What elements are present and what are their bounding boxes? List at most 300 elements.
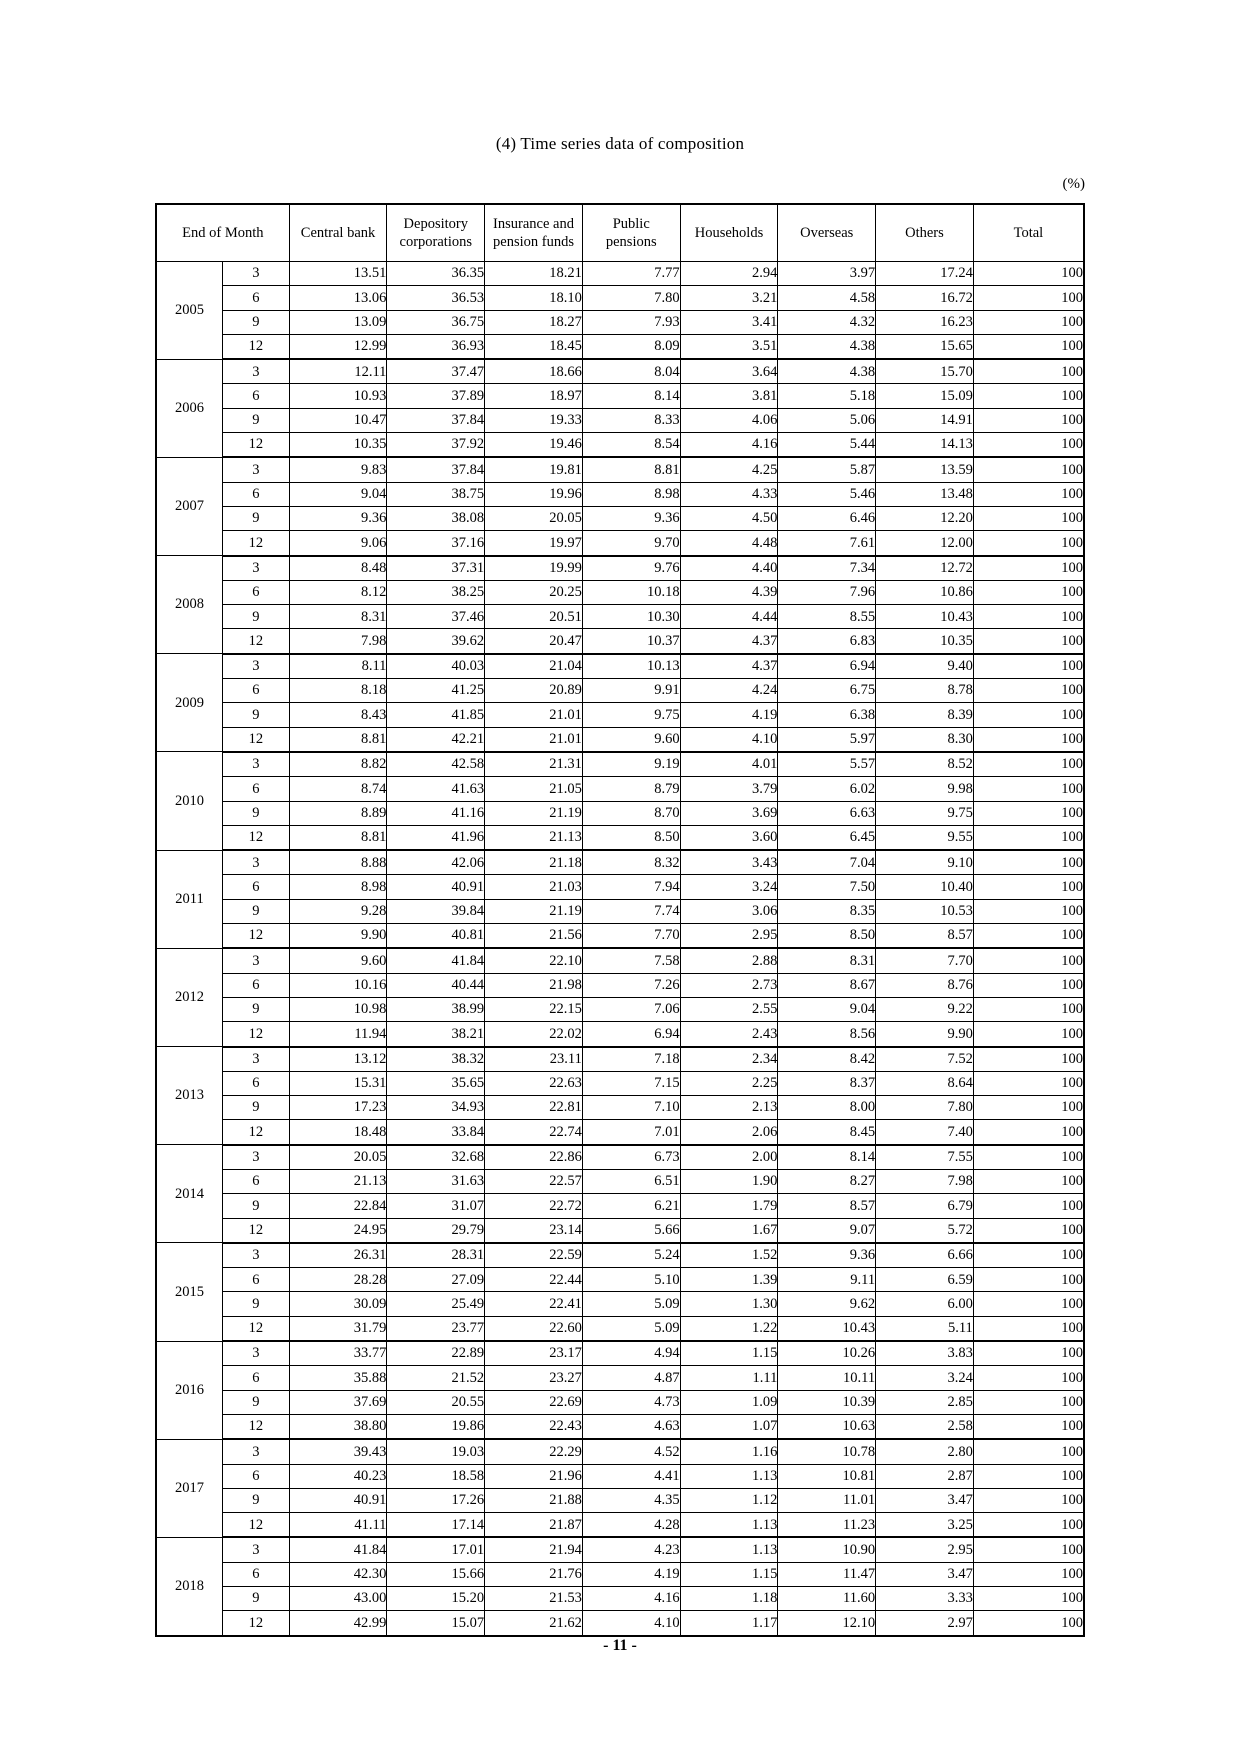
cell-central_bank: 10.16 bbox=[289, 973, 387, 997]
cell-depository_corporations: 40.81 bbox=[387, 924, 485, 949]
cell-public_pensions: 7.77 bbox=[582, 262, 680, 286]
cell-total: 100 bbox=[973, 948, 1084, 973]
table-row bbox=[156, 1390, 1084, 1414]
cell-others: 9.90 bbox=[876, 1022, 974, 1047]
cell-households: 1.67 bbox=[680, 1218, 778, 1243]
cell-total: 100 bbox=[973, 973, 1084, 997]
cell-depository_corporations: 37.31 bbox=[387, 556, 485, 581]
row-year: 2015 bbox=[156, 1243, 223, 1341]
cell-overseas: 10.63 bbox=[778, 1414, 876, 1439]
cell-households: 3.41 bbox=[680, 310, 778, 334]
cell-insurance_pension_funds: 22.44 bbox=[485, 1268, 583, 1292]
cell-overseas: 11.47 bbox=[778, 1562, 876, 1586]
row-month: 12 bbox=[223, 1022, 290, 1047]
cell-public_pensions: 7.74 bbox=[582, 899, 680, 923]
cell-overseas: 9.62 bbox=[778, 1292, 876, 1316]
cell-public_pensions: 6.94 bbox=[582, 1022, 680, 1047]
cell-households: 4.44 bbox=[680, 605, 778, 629]
table-row bbox=[156, 703, 1084, 727]
row-month: 9 bbox=[223, 506, 290, 530]
row-month: 6 bbox=[223, 286, 290, 310]
cell-others: 6.00 bbox=[876, 1292, 974, 1316]
cell-public_pensions: 7.01 bbox=[582, 1120, 680, 1145]
table-row bbox=[156, 433, 1084, 458]
cell-households: 1.39 bbox=[680, 1268, 778, 1292]
cell-households: 3.60 bbox=[680, 825, 778, 850]
cell-depository_corporations: 36.53 bbox=[387, 286, 485, 310]
table-row bbox=[156, 384, 1084, 408]
cell-public_pensions: 7.70 bbox=[582, 924, 680, 949]
cell-central_bank: 24.95 bbox=[289, 1218, 387, 1243]
table-row bbox=[156, 556, 1084, 581]
cell-households: 3.69 bbox=[680, 801, 778, 825]
cell-depository_corporations: 40.44 bbox=[387, 973, 485, 997]
cell-central_bank: 33.77 bbox=[289, 1341, 387, 1366]
table-row bbox=[156, 334, 1084, 359]
cell-public_pensions: 4.63 bbox=[582, 1414, 680, 1439]
row-month: 3 bbox=[223, 556, 290, 581]
cell-total: 100 bbox=[973, 654, 1084, 679]
cell-insurance_pension_funds: 21.62 bbox=[485, 1611, 583, 1636]
cell-others: 13.59 bbox=[876, 457, 974, 482]
cell-others: 12.00 bbox=[876, 531, 974, 556]
cell-central_bank: 9.04 bbox=[289, 482, 387, 506]
cell-depository_corporations: 37.84 bbox=[387, 408, 485, 432]
table-row bbox=[156, 899, 1084, 923]
cell-overseas: 10.11 bbox=[778, 1366, 876, 1390]
cell-total: 100 bbox=[973, 1218, 1084, 1243]
cell-depository_corporations: 39.62 bbox=[387, 629, 485, 654]
cell-central_bank: 26.31 bbox=[289, 1243, 387, 1268]
cell-total: 100 bbox=[973, 1022, 1084, 1047]
cell-overseas: 8.67 bbox=[778, 973, 876, 997]
cell-depository_corporations: 36.35 bbox=[387, 262, 485, 286]
unit-label: (%) bbox=[1062, 176, 1085, 192]
cell-insurance_pension_funds: 21.98 bbox=[485, 973, 583, 997]
cell-public_pensions: 7.18 bbox=[582, 1047, 680, 1072]
cell-public_pensions: 9.70 bbox=[582, 531, 680, 556]
cell-overseas: 11.60 bbox=[778, 1587, 876, 1611]
cell-insurance_pension_funds: 22.72 bbox=[485, 1194, 583, 1218]
cell-others: 16.72 bbox=[876, 286, 974, 310]
cell-insurance_pension_funds: 18.97 bbox=[485, 384, 583, 408]
cell-total: 100 bbox=[973, 262, 1084, 286]
cell-overseas: 12.10 bbox=[778, 1611, 876, 1636]
row-month: 12 bbox=[223, 334, 290, 359]
row-year: 2017 bbox=[156, 1439, 223, 1537]
cell-depository_corporations: 19.86 bbox=[387, 1414, 485, 1439]
cell-central_bank: 9.36 bbox=[289, 506, 387, 530]
cell-households: 2.25 bbox=[680, 1071, 778, 1095]
cell-total: 100 bbox=[973, 825, 1084, 850]
cell-others: 3.33 bbox=[876, 1587, 974, 1611]
cell-depository_corporations: 38.21 bbox=[387, 1022, 485, 1047]
cell-overseas: 7.34 bbox=[778, 556, 876, 581]
cell-depository_corporations: 17.26 bbox=[387, 1488, 485, 1512]
cell-total: 100 bbox=[973, 1537, 1084, 1562]
cell-total: 100 bbox=[973, 1562, 1084, 1586]
cell-others: 8.52 bbox=[876, 752, 974, 777]
row-month: 9 bbox=[223, 408, 290, 432]
cell-insurance_pension_funds: 22.60 bbox=[485, 1316, 583, 1341]
cell-insurance_pension_funds: 22.29 bbox=[485, 1439, 583, 1464]
cell-central_bank: 8.81 bbox=[289, 825, 387, 850]
cell-households: 1.11 bbox=[680, 1366, 778, 1390]
cell-total: 100 bbox=[973, 679, 1084, 703]
cell-overseas: 5.87 bbox=[778, 457, 876, 482]
row-month: 3 bbox=[223, 1537, 290, 1562]
cell-depository_corporations: 31.07 bbox=[387, 1194, 485, 1218]
cell-public_pensions: 9.91 bbox=[582, 679, 680, 703]
header-label-line: Total bbox=[1013, 224, 1044, 241]
row-month: 6 bbox=[223, 1169, 290, 1193]
cell-central_bank: 13.09 bbox=[289, 310, 387, 334]
cell-others: 17.24 bbox=[876, 262, 974, 286]
table-row bbox=[156, 679, 1084, 703]
cell-public_pensions: 8.14 bbox=[582, 384, 680, 408]
cell-insurance_pension_funds: 22.02 bbox=[485, 1022, 583, 1047]
table-row bbox=[156, 997, 1084, 1021]
cell-households: 1.17 bbox=[680, 1611, 778, 1636]
cell-others: 5.11 bbox=[876, 1316, 974, 1341]
row-month: 9 bbox=[223, 899, 290, 923]
cell-overseas: 7.04 bbox=[778, 850, 876, 875]
cell-households: 1.13 bbox=[680, 1537, 778, 1562]
row-month: 9 bbox=[223, 1194, 290, 1218]
cell-overseas: 8.31 bbox=[778, 948, 876, 973]
cell-public_pensions: 5.66 bbox=[582, 1218, 680, 1243]
cell-public_pensions: 6.21 bbox=[582, 1194, 680, 1218]
cell-central_bank: 31.79 bbox=[289, 1316, 387, 1341]
cell-insurance_pension_funds: 19.99 bbox=[485, 556, 583, 581]
time-series-table-container bbox=[155, 203, 1085, 1637]
cell-central_bank: 10.98 bbox=[289, 997, 387, 1021]
table-row bbox=[156, 1587, 1084, 1611]
cell-others: 2.85 bbox=[876, 1390, 974, 1414]
cell-insurance_pension_funds: 21.01 bbox=[485, 703, 583, 727]
cell-public_pensions: 5.09 bbox=[582, 1292, 680, 1316]
cell-overseas: 5.44 bbox=[778, 433, 876, 458]
cell-overseas: 8.14 bbox=[778, 1145, 876, 1170]
cell-insurance_pension_funds: 22.15 bbox=[485, 997, 583, 1021]
cell-central_bank: 35.88 bbox=[289, 1366, 387, 1390]
cell-public_pensions: 4.35 bbox=[582, 1488, 680, 1512]
cell-total: 100 bbox=[973, 1047, 1084, 1072]
table-row bbox=[156, 801, 1084, 825]
cell-total: 100 bbox=[973, 1587, 1084, 1611]
row-month: 3 bbox=[223, 1439, 290, 1464]
cell-others: 7.55 bbox=[876, 1145, 974, 1170]
cell-insurance_pension_funds: 23.17 bbox=[485, 1341, 583, 1366]
cell-depository_corporations: 39.84 bbox=[387, 899, 485, 923]
cell-others: 8.57 bbox=[876, 924, 974, 949]
cell-central_bank: 17.23 bbox=[289, 1096, 387, 1120]
cell-depository_corporations: 18.58 bbox=[387, 1464, 485, 1488]
table-row bbox=[156, 1464, 1084, 1488]
cell-households: 3.24 bbox=[680, 875, 778, 899]
cell-depository_corporations: 23.77 bbox=[387, 1316, 485, 1341]
row-month: 12 bbox=[223, 1218, 290, 1243]
cell-overseas: 5.18 bbox=[778, 384, 876, 408]
cell-total: 100 bbox=[973, 1488, 1084, 1512]
cell-insurance_pension_funds: 18.27 bbox=[485, 310, 583, 334]
row-month: 12 bbox=[223, 727, 290, 752]
cell-households: 4.39 bbox=[680, 580, 778, 604]
cell-insurance_pension_funds: 19.81 bbox=[485, 457, 583, 482]
cell-central_bank: 22.84 bbox=[289, 1194, 387, 1218]
header-others bbox=[876, 204, 974, 262]
table-row bbox=[156, 924, 1084, 949]
cell-others: 9.55 bbox=[876, 825, 974, 850]
cell-total: 100 bbox=[973, 777, 1084, 801]
cell-central_bank: 39.43 bbox=[289, 1439, 387, 1464]
cell-depository_corporations: 37.92 bbox=[387, 433, 485, 458]
cell-households: 3.64 bbox=[680, 359, 778, 384]
cell-central_bank: 38.80 bbox=[289, 1414, 387, 1439]
cell-central_bank: 10.47 bbox=[289, 408, 387, 432]
row-month: 6 bbox=[223, 973, 290, 997]
cell-total: 100 bbox=[973, 727, 1084, 752]
cell-total: 100 bbox=[973, 1464, 1084, 1488]
cell-public_pensions: 5.24 bbox=[582, 1243, 680, 1268]
cell-insurance_pension_funds: 21.56 bbox=[485, 924, 583, 949]
table-row bbox=[156, 1047, 1084, 1072]
cell-central_bank: 43.00 bbox=[289, 1587, 387, 1611]
cell-others: 3.25 bbox=[876, 1513, 974, 1538]
cell-insurance_pension_funds: 19.46 bbox=[485, 433, 583, 458]
cell-others: 7.98 bbox=[876, 1169, 974, 1193]
cell-total: 100 bbox=[973, 1611, 1084, 1636]
cell-households: 2.55 bbox=[680, 997, 778, 1021]
cell-depository_corporations: 36.75 bbox=[387, 310, 485, 334]
cell-others: 2.58 bbox=[876, 1414, 974, 1439]
cell-households: 1.15 bbox=[680, 1562, 778, 1586]
cell-total: 100 bbox=[973, 850, 1084, 875]
cell-depository_corporations: 33.84 bbox=[387, 1120, 485, 1145]
table-row bbox=[156, 727, 1084, 752]
row-month: 9 bbox=[223, 1292, 290, 1316]
table-row bbox=[156, 605, 1084, 629]
row-year: 2012 bbox=[156, 948, 223, 1046]
cell-others: 12.72 bbox=[876, 556, 974, 581]
cell-households: 1.22 bbox=[680, 1316, 778, 1341]
table-row bbox=[156, 1243, 1084, 1268]
cell-depository_corporations: 32.68 bbox=[387, 1145, 485, 1170]
cell-overseas: 8.45 bbox=[778, 1120, 876, 1145]
cell-others: 8.64 bbox=[876, 1071, 974, 1095]
cell-others: 15.09 bbox=[876, 384, 974, 408]
cell-households: 1.52 bbox=[680, 1243, 778, 1268]
row-month: 9 bbox=[223, 310, 290, 334]
cell-overseas: 10.39 bbox=[778, 1390, 876, 1414]
cell-others: 7.80 bbox=[876, 1096, 974, 1120]
cell-others: 7.52 bbox=[876, 1047, 974, 1072]
cell-total: 100 bbox=[973, 605, 1084, 629]
cell-depository_corporations: 15.07 bbox=[387, 1611, 485, 1636]
cell-total: 100 bbox=[973, 801, 1084, 825]
cell-households: 3.81 bbox=[680, 384, 778, 408]
cell-total: 100 bbox=[973, 408, 1084, 432]
cell-public_pensions: 8.79 bbox=[582, 777, 680, 801]
row-year: 2008 bbox=[156, 556, 223, 654]
cell-central_bank: 8.81 bbox=[289, 727, 387, 752]
cell-central_bank: 8.12 bbox=[289, 580, 387, 604]
cell-insurance_pension_funds: 22.69 bbox=[485, 1390, 583, 1414]
row-month: 12 bbox=[223, 531, 290, 556]
cell-total: 100 bbox=[973, 556, 1084, 581]
cell-public_pensions: 7.58 bbox=[582, 948, 680, 973]
cell-public_pensions: 7.94 bbox=[582, 875, 680, 899]
page-number: - 11 - bbox=[603, 1637, 637, 1654]
cell-households: 4.25 bbox=[680, 457, 778, 482]
table-row bbox=[156, 752, 1084, 777]
row-month: 9 bbox=[223, 1488, 290, 1512]
cell-central_bank: 30.09 bbox=[289, 1292, 387, 1316]
cell-households: 4.19 bbox=[680, 703, 778, 727]
cell-overseas: 6.38 bbox=[778, 703, 876, 727]
cell-public_pensions: 7.06 bbox=[582, 997, 680, 1021]
cell-others: 3.83 bbox=[876, 1341, 974, 1366]
cell-others: 12.20 bbox=[876, 506, 974, 530]
cell-overseas: 8.56 bbox=[778, 1022, 876, 1047]
cell-central_bank: 41.84 bbox=[289, 1537, 387, 1562]
table-row bbox=[156, 457, 1084, 482]
cell-depository_corporations: 35.65 bbox=[387, 1071, 485, 1095]
cell-public_pensions: 10.13 bbox=[582, 654, 680, 679]
cell-total: 100 bbox=[973, 752, 1084, 777]
row-month: 6 bbox=[223, 1366, 290, 1390]
table-row bbox=[156, 1120, 1084, 1145]
cell-overseas: 9.04 bbox=[778, 997, 876, 1021]
cell-insurance_pension_funds: 21.03 bbox=[485, 875, 583, 899]
cell-overseas: 6.02 bbox=[778, 777, 876, 801]
cell-central_bank: 13.06 bbox=[289, 286, 387, 310]
cell-insurance_pension_funds: 23.11 bbox=[485, 1047, 583, 1072]
cell-public_pensions: 8.81 bbox=[582, 457, 680, 482]
cell-others: 16.23 bbox=[876, 310, 974, 334]
cell-insurance_pension_funds: 21.05 bbox=[485, 777, 583, 801]
cell-depository_corporations: 41.16 bbox=[387, 801, 485, 825]
cell-depository_corporations: 21.52 bbox=[387, 1366, 485, 1390]
cell-depository_corporations: 17.14 bbox=[387, 1513, 485, 1538]
cell-others: 5.72 bbox=[876, 1218, 974, 1243]
cell-overseas: 10.78 bbox=[778, 1439, 876, 1464]
cell-households: 4.01 bbox=[680, 752, 778, 777]
row-month: 9 bbox=[223, 801, 290, 825]
cell-insurance_pension_funds: 21.76 bbox=[485, 1562, 583, 1586]
cell-depository_corporations: 41.85 bbox=[387, 703, 485, 727]
cell-households: 4.33 bbox=[680, 482, 778, 506]
cell-central_bank: 18.48 bbox=[289, 1120, 387, 1145]
table-row bbox=[156, 482, 1084, 506]
cell-insurance_pension_funds: 22.74 bbox=[485, 1120, 583, 1145]
cell-total: 100 bbox=[973, 924, 1084, 949]
header-label-line: corporations bbox=[399, 234, 473, 250]
cell-others: 8.39 bbox=[876, 703, 974, 727]
cell-households: 1.79 bbox=[680, 1194, 778, 1218]
table-row bbox=[156, 1292, 1084, 1316]
cell-total: 100 bbox=[973, 359, 1084, 384]
cell-others: 14.91 bbox=[876, 408, 974, 432]
cell-depository_corporations: 37.46 bbox=[387, 605, 485, 629]
row-month: 9 bbox=[223, 1587, 290, 1611]
cell-public_pensions: 8.33 bbox=[582, 408, 680, 432]
cell-total: 100 bbox=[973, 286, 1084, 310]
cell-insurance_pension_funds: 21.31 bbox=[485, 752, 583, 777]
row-month: 12 bbox=[223, 1513, 290, 1538]
table-row bbox=[156, 1366, 1084, 1390]
cell-central_bank: 12.99 bbox=[289, 334, 387, 359]
cell-others: 2.95 bbox=[876, 1537, 974, 1562]
cell-depository_corporations: 41.84 bbox=[387, 948, 485, 973]
cell-total: 100 bbox=[973, 1120, 1084, 1145]
table-row bbox=[156, 1537, 1084, 1562]
cell-central_bank: 10.35 bbox=[289, 433, 387, 458]
header-label-line: pension funds bbox=[493, 234, 574, 250]
cell-total: 100 bbox=[973, 433, 1084, 458]
cell-insurance_pension_funds: 22.43 bbox=[485, 1414, 583, 1439]
cell-total: 100 bbox=[973, 1414, 1084, 1439]
cell-overseas: 11.01 bbox=[778, 1488, 876, 1512]
cell-overseas: 8.42 bbox=[778, 1047, 876, 1072]
cell-depository_corporations: 40.03 bbox=[387, 654, 485, 679]
row-month: 6 bbox=[223, 384, 290, 408]
row-year: 2007 bbox=[156, 457, 223, 555]
row-month: 12 bbox=[223, 1414, 290, 1439]
header-public-pensions bbox=[582, 204, 680, 262]
table-row bbox=[156, 1218, 1084, 1243]
row-month: 6 bbox=[223, 1268, 290, 1292]
table-row bbox=[156, 850, 1084, 875]
cell-overseas: 6.94 bbox=[778, 654, 876, 679]
table-row bbox=[156, 1513, 1084, 1538]
cell-others: 6.79 bbox=[876, 1194, 974, 1218]
cell-insurance_pension_funds: 19.97 bbox=[485, 531, 583, 556]
cell-total: 100 bbox=[973, 1096, 1084, 1120]
cell-overseas: 10.26 bbox=[778, 1341, 876, 1366]
cell-households: 1.13 bbox=[680, 1513, 778, 1538]
row-month: 3 bbox=[223, 948, 290, 973]
cell-public_pensions: 7.93 bbox=[582, 310, 680, 334]
row-month: 6 bbox=[223, 1464, 290, 1488]
cell-central_bank: 8.89 bbox=[289, 801, 387, 825]
row-month: 3 bbox=[223, 850, 290, 875]
cell-central_bank: 8.74 bbox=[289, 777, 387, 801]
cell-public_pensions: 8.98 bbox=[582, 482, 680, 506]
cell-overseas: 5.57 bbox=[778, 752, 876, 777]
cell-depository_corporations: 40.91 bbox=[387, 875, 485, 899]
cell-central_bank: 40.23 bbox=[289, 1464, 387, 1488]
cell-total: 100 bbox=[973, 1316, 1084, 1341]
cell-central_bank: 8.11 bbox=[289, 654, 387, 679]
cell-overseas: 6.63 bbox=[778, 801, 876, 825]
table-header bbox=[156, 204, 1084, 262]
cell-households: 4.16 bbox=[680, 433, 778, 458]
cell-total: 100 bbox=[973, 384, 1084, 408]
cell-depository_corporations: 42.21 bbox=[387, 727, 485, 752]
cell-public_pensions: 8.04 bbox=[582, 359, 680, 384]
row-month: 6 bbox=[223, 679, 290, 703]
cell-total: 100 bbox=[973, 310, 1084, 334]
row-month: 9 bbox=[223, 997, 290, 1021]
cell-depository_corporations: 41.63 bbox=[387, 777, 485, 801]
cell-households: 1.13 bbox=[680, 1464, 778, 1488]
row-year: 2014 bbox=[156, 1145, 223, 1243]
cell-total: 100 bbox=[973, 1243, 1084, 1268]
cell-households: 2.95 bbox=[680, 924, 778, 949]
cell-total: 100 bbox=[973, 506, 1084, 530]
cell-public_pensions: 7.10 bbox=[582, 1096, 680, 1120]
